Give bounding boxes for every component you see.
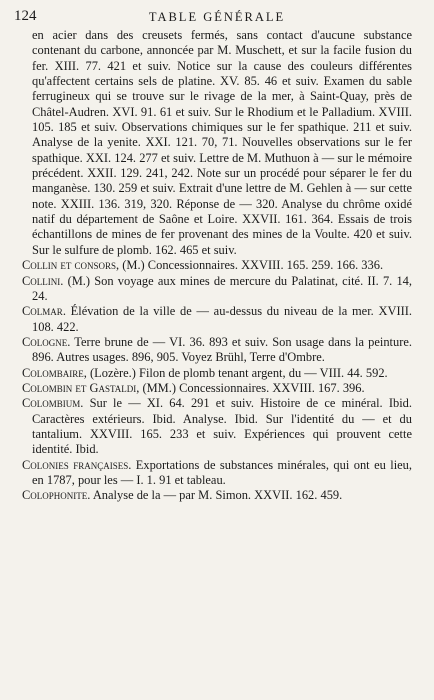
entry-text: , (MM.) Concessionnaires. XXVIII. 167. 396. (136, 380, 365, 395)
entry-head: Collini (22, 273, 61, 288)
entry-head: Cologne (22, 334, 68, 349)
index-entry (22, 366, 412, 381)
index-entry (22, 274, 412, 305)
entry-head: Colombium (22, 396, 81, 411)
page-number: 124 (14, 8, 37, 24)
entry-head: Colophonite (22, 488, 88, 503)
entry-text: . Exportations de substances minérales, qui ont eu lieu, en 1787, pour les — I. 1. 91 et tableau. (32, 457, 412, 487)
index-entry (22, 458, 412, 489)
entry-text: en acier dans des creusets fermés, sans contact d'aucune substance contenant du carbone, annoncée par M. Muschett, et sur la facile fusion du fer. XIII. 77. 421 et suiv. Notice sur la cause des couleurs différentes qu'affectent certains sels de platine. XV. 85. 46 et suiv. Examen du sable ferrugineux qui se trouve sur le rivage de la mer, à Saint-Quay, près de Châtel-Audren. XVI. 91. 61 et suiv. Sur le Rhodium et le Palladium. XVIII. 105. 185 et suiv. Observations chimiques sur le fer spathique. 211 et suiv. Analyse de la yenite. XXI. 121. 70, 71. Nouvelles observations sur le fer spathique. XXI. 124. 277 et suiv. Lettre de M. Muthuon à — sur le mémoire précédent. XXII. 129. 241, 242. Note sur un procédé pour séparer le fer du manganèse. 130. 259 et suiv. Extrait d'une lettre de M. Gehlen à — sur cette note. XXIII. 136. 319, 320. Réponse de — 320. Analyse du chrôme oxidé natif du département de Saône et Loire. XXVII. 161. 364. Essais de trois échantillons de mines de fer provenant des mines de la Voulte. 420 et suiv. Sur le sulfure de plomb. 162. 465 et suiv. (32, 28, 412, 257)
entry-text: . Analyse de la — par M. Simon. XXVII. 162. 459. (87, 488, 343, 503)
entry-text: . Sur le — XI. 64. 291 et suiv. Histoire de ce minéral. Ibid. Caractères extérieurs. Ibid. Analyse. Ibid. Sur l'identité du — et du tantalium. XXVIII. 165. 233 et suiv. Expériences qui prouvent cette identité. Ibid. (32, 396, 412, 457)
index-entry (22, 488, 412, 503)
index-entry (22, 335, 412, 366)
index-entry-continued (22, 28, 412, 258)
entry-head: Colonies françaises (22, 457, 129, 472)
index-entry (22, 396, 412, 457)
entry-text: . Terre brune de — VI. 36. 893 et suiv. Son usage dans la peinture. 896. Autres usages. 896, 905. Voyez Brühl, Terre d'Ombre. (32, 334, 412, 365)
entry-head: Colmar (22, 304, 63, 319)
entry-text: . (M.) Son voyage aux mines de mercure du Palatinat, cité. II. 7. 14, 24. (32, 273, 412, 303)
entry-head: Collin et consors (22, 258, 117, 273)
running-title: TABLE GÉNÉRALE (148, 10, 286, 24)
index-entry (22, 304, 412, 335)
entry-text: . Élévation de la ville de — au-dessus du niveau de la mer. XVIII. 108. 422. (32, 304, 412, 334)
entry-text: , (Lozère.) Filon de plomb tenant argent, du — VIII. 44. 592. (83, 365, 388, 380)
entry-head: Colombaire (22, 365, 84, 380)
entry-text: , (M.) Concessionnaires. XXVIII. 165. 259. 166. 336. (116, 258, 384, 273)
index-entries (22, 28, 412, 504)
index-entry (22, 381, 412, 396)
entry-head: Colombin et Gastaldi (22, 380, 137, 395)
page-header (14, 6, 412, 26)
index-entry (22, 258, 412, 273)
